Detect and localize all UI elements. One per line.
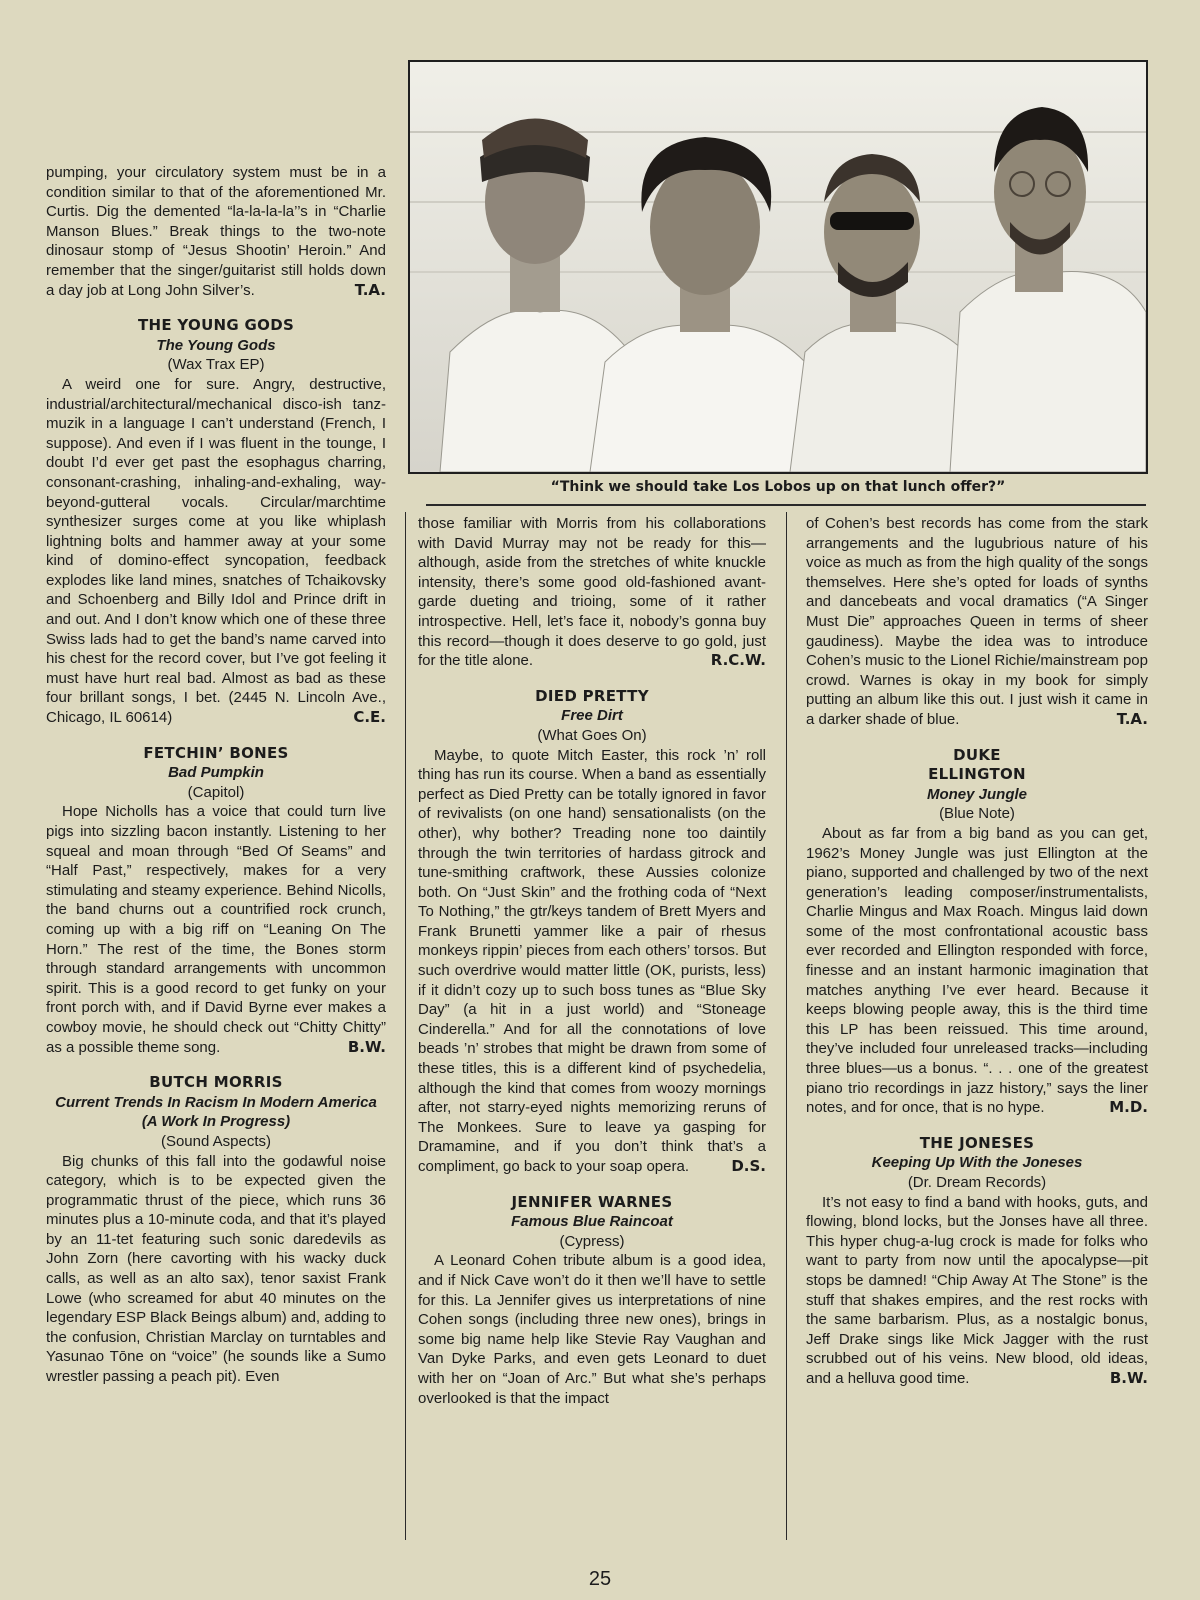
review-jennifer-warnes xyxy=(418,1193,766,1409)
review-initials: B.W. xyxy=(1109,1368,1148,1387)
band-name-line-1: DUKE xyxy=(953,745,1001,764)
review-joneses xyxy=(806,1134,1148,1389)
band-name: BUTCH MORRIS xyxy=(149,1073,283,1092)
review-text: Maybe, to quote Mitch Easter, this rock ’n’ roll thing has run its course. When a band as essentially perfect as Died Pretty can be totally ignored in favor of revivalists (on one hand) sensationalists (on the other), why bother? Treading none too daintily through the twin territories of hardass gitrock and tune-smithing craftwork, these Aussies colonize both. On “Just Skin” and the frothing coda of “Next To Nothing,” the gtr/keys tandem of Brett Myers and Frank Brunetti yammer like a pair of rhesus monkeys rippin’ pieces from each others’ torsos. But such overdrive would matter little (OK, purists, less) if it didn’t cozy up to such boss tunes as “Blue Sky Day” (a hit in a just world) and “Stoneage Cinderella.” And for all the connotations of love beads ’n’ strobes that might be drawn from some of these titles, this is a different kind of psychedelia, although the kind that comes from woozy mornings after, not starry-eyed nights memorizing reruns of The Monkees. Sure to leave ya gasping for Dramamine, and if you don’t think that’s a compliment, go back to your soap opera. D.S. xyxy=(418,746,766,1175)
review-text: It’s not easy to find a band with hooks, guts, and flowing, blond locks, but the Jonses have all three. This hyper chug-a-lug crock is made for folks who want to party from now until the apocalypse—pit stops be damned! “Chip Away At The Stone” is the stuff that shakes empires, and the rest rocks with the same barbarism. Plus, as a nostalgic bonus, Jeff Drake sings like Mick Jagger with the rust scrubbed out of his veins. New blood, old ideas, and a helluva good time. B.W. xyxy=(806,1193,1148,1387)
review-intro-continued xyxy=(46,163,386,300)
album-title: Current Trends In Racism In Modern America (A Work In Progress) xyxy=(55,1093,377,1131)
caption-rule xyxy=(426,504,1146,506)
band-name-line-2: ELLINGTON xyxy=(928,765,1026,784)
column-2 xyxy=(418,514,766,1408)
review-initials: D.S. xyxy=(731,1157,766,1175)
review-text: Big chunks of this fall into the godawful noise category, which is to be expected given the programmatic thrust of the piece, which runs 36 minutes plus a 10-minute coda, and that it’s played by an 11-tet featuring such sonic daredevils as John Zorn (here cavorting with his wacky duck calls, as well as an alto sax), tenor saxist Frank Lowe (who screamed for abut 40 minutes on the legendary ESP Black Beings album) and, adding to the confusion, Christian Marclay on turntables and Yasunao Tōne on “voice” (he sounds like a Sumo wrestler passing a peach pit). Even xyxy=(46,1152,386,1386)
band-photo xyxy=(408,60,1148,474)
band-name: THE YOUNG GODS xyxy=(137,316,295,335)
review-fetchin-bones xyxy=(46,744,386,1058)
review-text: About as far from a big band as you can get, 1962’s Money Jungle was just Ellington at the piano, supported and challenged by two of the next generation’s leading composer/instrumentalists, Charlie Mingus and Max Roach. Mingus laid down some of the most confrontational acoustic bass ever recorded and Ellington responded with force, finesse and an instant harmonic imagination that matches anything I’ve ever heard. Because it keeps blowing people away, this is the third time this LP has been reissued. This time around, they’ve included four unreleased tracks—including three blues—us a bonus. “. . . one of the greatest piano trio recordings in jazz history,” says the liner notes, and for once, that is no hype. M.D. xyxy=(806,824,1148,1117)
record-label: (Cypress) xyxy=(559,1232,625,1250)
review-died-pretty xyxy=(418,687,766,1177)
band-name: JENNIFER WARNES xyxy=(511,1192,673,1211)
record-label: (Capitol) xyxy=(187,783,245,801)
review-warnes-continued xyxy=(806,514,1148,730)
record-label: (Blue Note) xyxy=(939,805,1015,823)
review-young-gods xyxy=(46,316,386,727)
review-text: A Leonard Cohen tribute album is a good idea, and if Nick Cave won’t do it then we’ll have to settle for this. La Jennifer gives us interpretations of nine Cohen songs (including three new ones), brings in some big name help like Stevie Ray Vaughan and Van Dyke Parks, and even gets Leonard to duet with her on “Joan of Arc.” But what she’s perhaps overlooked is that the impact xyxy=(418,1252,766,1407)
album-title: Famous Blue Raincoat xyxy=(511,1213,673,1231)
review-text: A weird one for sure. Angry, destructive, industrial/architectural/mechanical disco-ish tanz-muzik in a language I can’t understand (French, I suppose). And even if I was fluent in the tounge, I doubt I’d ever get past the esophagus charring, consonant-crashing, inhaling-and-exhaling, way-beyond-gutteral vocals. Circular/marchtime synthesizer surges come at you like whiplash lightning bolts and hammer away at your some kind of domino-effect syncopation, feedback explodes like land mines, snatches of Tchaikovsky and Schoenberg and Billy Idol and Prince drift in and out. And I don’t know which one of these three Swiss lads had to get the band’s name carved into his chest for the record cover, but I’ve got feeling it must have hurt real bad. Almost as bad as these four brillant songs, I bet. (2445 N. Lincoln Ave., Chicago, IL 60614) C.E. xyxy=(46,375,386,727)
band-name: THE JONESES xyxy=(919,1133,1035,1152)
column-1 xyxy=(46,163,386,1387)
band-photo-illustration xyxy=(410,62,1146,472)
review-initials: M.D. xyxy=(1109,1098,1148,1117)
record-label: (Sound Aspects) xyxy=(160,1132,272,1150)
review-initials: B.W. xyxy=(347,1037,386,1056)
album-title: Free Dirt xyxy=(561,707,623,725)
record-label: (What Goes On) xyxy=(537,726,647,744)
review-initials: T.A. xyxy=(1116,709,1148,728)
review-text: Hope Nicholls has a voice that could turn live pigs into sizzling bacon instantly. Listening to her squeal and moan through “Bed Of Seams” and “Half Past,” respectively, makes for a very stimulating and steamy experience. Behind Nicolls, the band churns out a countrified rock crunch, coming up with a big riff on “Leaning On The Horn.” The rest of the time, the Bones storm through standard arrangements with uncommon spirit. This is a good record to get funky on your front porch with, and if David Byrne ever makes a cowboy movie, he should check out “Chitty Chitty” as a possible theme song. B.W. xyxy=(46,803,386,1056)
review-duke-ellington xyxy=(806,746,1148,1118)
album-title: The Young Gods xyxy=(156,336,276,354)
review-butch-morris xyxy=(46,1073,386,1387)
review-initials: R.C.W. xyxy=(710,651,766,670)
review-initials: T.A. xyxy=(354,280,386,299)
photo-caption: “Think we should take Los Lobos up on that lunch offer?” xyxy=(550,479,1006,495)
review-text: pumping, your circulatory system must be in a condition similar to that of the aforementioned Mr. Curtis. Dig the demented “la-la-la-la’’s in “Charlie Manson Blues.” Break things to the two-note dinosaur stomp of “Jesus Shootin’ Heroin.” And remember that the singer/guitarist still holds down a day job at Long John Silver’s. T.A. xyxy=(46,164,386,299)
column-rule-left xyxy=(405,512,406,1540)
album-title: Keeping Up With the Joneses xyxy=(871,1154,1083,1172)
review-initials: C.E. xyxy=(353,708,386,727)
review-text: of Cohen’s best records has come from the stark arrangements and the lugubrious nature of his voice as much as from the high quality of the songs themselves. Here she’s opted for loads of synths and dancebeats and vocal dramatics (“A Singer Must Die” approaches Queen in terms of sheer gaudiness). Maybe the idea was to introduce Cohen’s music to the Lionel Richie/mainstream pop crowd. Warnes is okay in my book for simply putting an album like this out. I just wish it came in a darker shade of blue. T.A. xyxy=(806,515,1148,728)
record-label: (Wax Trax EP) xyxy=(167,356,265,374)
band-name: DIED PRETTY xyxy=(535,686,649,705)
column-rule-right xyxy=(786,512,787,1540)
album-title: Money Jungle xyxy=(926,785,1027,803)
review-morris-continued xyxy=(418,514,766,671)
column-3 xyxy=(806,514,1148,1389)
album-title: Bad Pumpkin xyxy=(168,764,264,782)
record-label: (Dr. Dream Records) xyxy=(907,1174,1047,1191)
page-number: 25 xyxy=(588,1568,612,1590)
band-name: FETCHIN’ BONES xyxy=(143,743,289,762)
review-text: those familiar with Morris from his collaborations with David Murray may not be ready for this—although, aside from the stretches of white knuckle intensity, there’s some good old-fashioned avant-garde dueting and trioing, some of it rather introspective. Hell, let’s face it, nobody’s gonna buy this record—though it does deserve to go gold, just for the title alone. R.C.W. xyxy=(418,515,766,670)
